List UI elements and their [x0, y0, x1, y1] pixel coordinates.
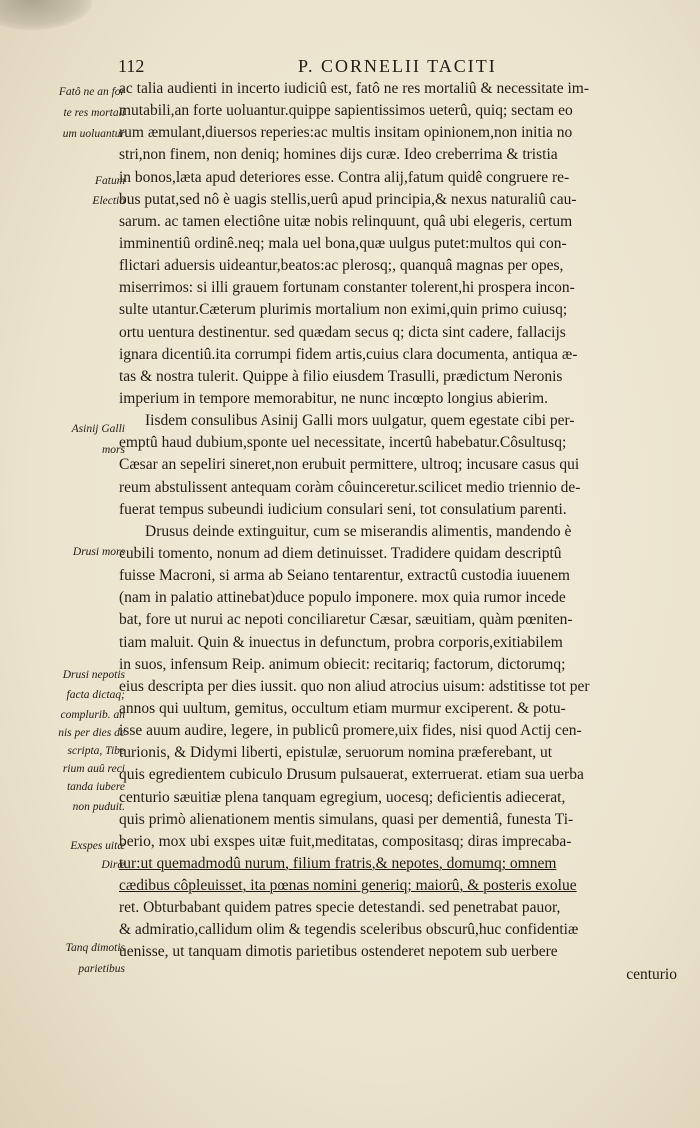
text-line: Cæsar an sepeliri sineret,non erubuit permittere, ultroq; incusare casus qui	[119, 456, 580, 474]
text-line: eius descripta per dies iussit. quo non aliud atrocius uisum: adstitisse tot per	[119, 677, 590, 695]
text-line: fuerat tempus subeundi iudicium consulari seni, tot consulatium parenti.	[119, 500, 567, 518]
margin-note: Fatum	[94, 175, 125, 187]
text-line: in suos, infensum Reip. animum obiecit: recitariq; factorum, dictorumq;	[119, 655, 566, 673]
text-line: flictari aduersis uideantur,beatos:ac plerosq;, quanquâ magnas per opes,	[119, 257, 564, 275]
text-line: bat, fore ut nurui ac nepoti conciliaretur Cæsar, sæuitiam, quàm pœniten-	[119, 611, 573, 629]
text-line: stri,non finem, non deniq; homines dijs curæ. Ideo creberrima & tristia	[119, 146, 558, 164]
text-line: bus putat,sed nô è uagis stellis,uerû apud principia,& nexus naturaliû cau-	[119, 190, 577, 208]
text-line: annos qui uultum, gemitus, occultum etiam murmur exciperent. & potu-	[119, 699, 566, 717]
text-line: ortu uentura destinentur. sed quædam secus q; dicta sint cadere, fallacijs	[119, 323, 566, 341]
text-line: fuisse Macroni, si arma ab Seiano tentarentur, extractû custodia iuuenem	[119, 567, 570, 585]
text-line: cubili tomento, nonum ad diem detinuisset. Tradidere quidam descriptû	[119, 544, 562, 562]
underlined-line: cædibus côpleuisset, ita pœnas nomini generiq; maiorû, & posteris exolue	[119, 877, 577, 895]
margin-notes	[0, 0, 125, 1128]
text-line: emptû haud dubium,sponte uel necessitate, incertû habebatur.Côsultusq;	[119, 434, 567, 452]
text-line: quis primò alienationem mentis simulans, quasi per dementiâ, funesta Ti-	[119, 810, 574, 828]
margin-note: parietibus	[78, 963, 125, 975]
text-line: tiam maluit. Quin & inuectus in defunctum, probra corporis,exitiabilem	[119, 633, 563, 651]
margin-note: tanda iubere	[66, 781, 125, 793]
paragraph-start-line: Iisdem consulibus Asinij Galli mors uulgatur, quem egestate cibi per-	[145, 412, 575, 430]
margin-note: mors	[101, 444, 125, 456]
running-head: P. CORNELII TACITI	[298, 56, 497, 76]
text-line: centurio sæuitiæ plena tanquam egregium, uocesq; deficientis adiecerat,	[119, 788, 566, 806]
text-line: tas & nostra tulerit. Quippe à filio eiusdem Trasulli, prædictum Neronis	[119, 367, 563, 385]
text-line: mutabili,an forte uoluantur.quippe sapientissimos ueterû, quiq; sectam eo	[119, 102, 573, 120]
paragraph-start-line: Drusus deinde extinguitur, cum se miserandis alimentis, mandendo è	[145, 522, 572, 540]
text-line: rum æmulant,diuersos reperies:ac multis insitam opinionem,non initia no	[119, 124, 573, 142]
text-line: sarum. ac tamen electiône uitæ nobis relinquunt, quâ ubi elegeris, certum	[119, 212, 573, 230]
text-line: ignara dicentiû.ita corrumpi fidem artis,cuius clara documenta, antiqua æ-	[119, 345, 578, 363]
text-line: berio, mox ubi exspes uitæ fuit,meditatas, compositasq; diras imprecaba-	[119, 832, 572, 850]
underlined-line: tur:ut quemadmodû nurum, filium fratris,& nepotes, domumq; omnem	[119, 854, 557, 872]
margin-note: rium auû reci	[62, 763, 125, 775]
text-line: sulte utantur.Cæterum plurimis mortalium non eximi,quin primo cuiusq;	[119, 301, 568, 319]
margin-note: Exspes uitæ	[70, 840, 125, 852]
body-text	[119, 78, 677, 986]
text-line: isse auum audire, legere, in publicû promere,uix fides, nisi quod Actij cen-	[119, 722, 582, 740]
margin-note: Fatô ne an for	[58, 86, 125, 98]
text-line: reum abstulissent antequam coràm côuinceretur.scilicet medio triennio de-	[119, 478, 581, 496]
text-line: ac talia audienti in incerto iudiciû est, fatô ne res mortaliû & necessitate im-	[119, 80, 590, 97]
margin-note: Diræ	[101, 859, 125, 871]
margin-note: Drusi nepotis	[62, 669, 125, 681]
folio-number: 112	[118, 56, 145, 76]
text-line: (nam in palatio attinebat)duce populo imponere. mox quia rumor incede	[119, 589, 566, 607]
text-line: & admiratio,callidum olim & tegendis sceleribus obscurû,huc confidentiæ	[119, 921, 579, 939]
margin-note: complurib. an	[60, 709, 125, 721]
margin-note: non puduit.	[72, 801, 125, 813]
margin-note: scripta, Tibe	[67, 745, 125, 757]
margin-note: um uoluantur	[62, 128, 125, 140]
text-line: ret. Obturbabant quidem patres specie detestandi. sed penetrabat pauor,	[119, 899, 561, 917]
margin-note: te res mortali	[63, 107, 125, 119]
text-line: quis egredientem cubiculo Drusum pulsauerat, exterruerat. etiam sua uerba	[119, 766, 584, 784]
margin-note: Asinij Galli	[71, 423, 125, 435]
text-line: imminentiû ordinê.neq; mala uel bona,quæ uulgus putet:multos qui con-	[119, 234, 567, 252]
margin-note: nis per dies de	[58, 727, 125, 739]
text-line: miserrimos: si illi grauem fortunam constanter tolerent,hi prospera incon-	[119, 279, 575, 297]
page-header	[118, 54, 678, 78]
catchword: centurio	[626, 965, 677, 983]
text-line: imperium in tempore memorabitur, ne nunc incœpto longius abierim.	[119, 389, 548, 407]
text-line: uenisse, ut tanquam dimotis parietibus ostenderet nepotem sub uerbere	[119, 943, 558, 961]
text-line: turionis, & Didymi liberti, epistulæ, seruorum nomina præferebant, ut	[119, 744, 553, 762]
margin-note: Drusi mors	[72, 546, 125, 558]
margin-note: facta dictaq;	[66, 689, 125, 701]
text-line: in bonos,læta apud deteriores esse. Contra alij,fatum quidê congruere re-	[119, 168, 570, 186]
margin-note: Tanq dimotis	[65, 942, 125, 954]
margin-note: Electio	[92, 195, 125, 207]
